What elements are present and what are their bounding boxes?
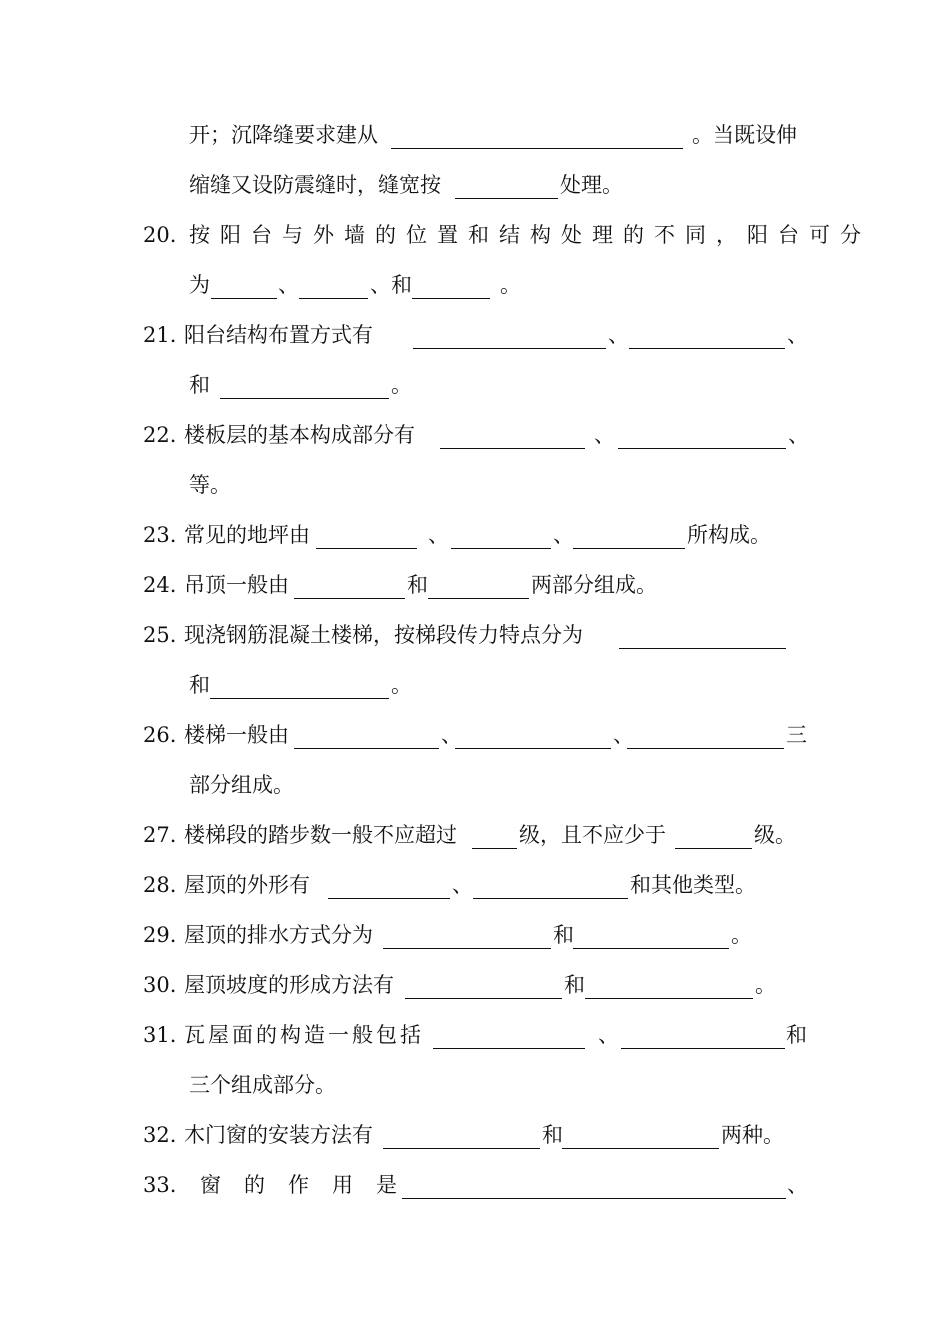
q21-blank-3[interactable] [220, 398, 389, 399]
q23-sep-1: 、 [428, 523, 449, 547]
q19-text-b: 。当既设伸 [692, 123, 797, 147]
q27-end: 级。 [754, 823, 796, 847]
q26-end-1: 三 [786, 723, 807, 747]
q25-number: 25. [143, 623, 177, 647]
q23-text: 常见的地坪由 [184, 523, 310, 547]
q23-sep-2: 、 [553, 523, 574, 547]
q25-text: 现浇钢筋混凝土楼梯，按梯段传力特点分为 [184, 623, 583, 647]
q24-blank-2[interactable] [428, 598, 529, 599]
q27-text: 楼梯段的踏步数一般不应超过 [184, 823, 457, 847]
q25-text-he: 和 [189, 673, 210, 697]
q30-blank-1[interactable] [405, 998, 562, 999]
q28-text: 屋顶的外形有 [184, 873, 310, 897]
q27-mid: 级，且不应少于 [519, 823, 666, 847]
q26-number: 26. [143, 723, 177, 747]
q32-text: 木门窗的安装方法有 [184, 1123, 373, 1147]
q22-sep-2: 、 [788, 423, 809, 447]
q20-end: 。 [500, 273, 521, 297]
q29-end: 。 [731, 923, 752, 947]
q27-number: 27. [143, 823, 177, 847]
q22-blank-1[interactable] [440, 448, 585, 449]
q31-text-end: 三个组成部分。 [189, 1073, 336, 1097]
q20-blank-1[interactable] [211, 298, 277, 299]
q27-blank-1[interactable] [472, 848, 517, 849]
q29-text: 屋顶的排水方式分为 [184, 923, 373, 947]
q23-blank-2[interactable] [451, 548, 551, 549]
q21-blank-2[interactable] [629, 348, 785, 349]
q30-text: 屋顶坡度的形成方法有 [184, 973, 394, 997]
q27-blank-2[interactable] [675, 848, 752, 849]
q26-blank-1[interactable] [294, 748, 439, 749]
q25-end: 。 [391, 673, 412, 697]
q26-text-end: 部分组成。 [189, 773, 294, 797]
q28-number: 28. [143, 873, 177, 897]
q29-blank-1[interactable] [383, 948, 551, 949]
q31-end-1: 和 [786, 1023, 807, 1047]
q22-number: 22. [143, 423, 177, 447]
q23-number: 23. [143, 523, 177, 547]
q21-text-he: 和 [189, 373, 210, 397]
q33-text: 窗的作用是 [200, 1173, 420, 1197]
q31-blank-1[interactable] [433, 1048, 585, 1049]
q24-text: 吊顶一般由 [184, 573, 289, 597]
q20-text: 按阳台与外墙的位置和结构处理的不同，阳台可分 [189, 223, 871, 247]
q21-text: 阳台结构布置方式有 [184, 323, 373, 347]
q26-blank-2[interactable] [455, 748, 611, 749]
q25-blank-1[interactable] [619, 648, 786, 649]
q32-blank-1[interactable] [383, 1148, 540, 1149]
q33-blank-1[interactable] [402, 1198, 786, 1199]
q26-text: 楼梯一般由 [184, 723, 289, 747]
q19-text-d: 处理。 [560, 173, 623, 197]
q23-blank-3[interactable] [573, 548, 685, 549]
q22-text: 楼板层的基本构成部分有 [184, 423, 415, 447]
q32-end: 两种。 [721, 1123, 784, 1147]
q21-number: 21. [143, 323, 177, 347]
q31-blank-2[interactable] [621, 1048, 785, 1049]
q28-end: 和其他类型。 [630, 873, 756, 897]
q30-end: 。 [755, 973, 776, 997]
q20-blank-2[interactable] [299, 298, 368, 299]
q26-blank-3[interactable] [627, 748, 784, 749]
q21-sep-2: 、 [787, 323, 808, 347]
q31-text: 瓦屋面的构造一般包括 [184, 1023, 424, 1047]
q33-number: 33. [143, 1173, 177, 1197]
q24-blank-1[interactable] [294, 598, 405, 599]
q30-blank-2[interactable] [585, 998, 753, 999]
q33-end: 、 [787, 1173, 808, 1197]
q19-blank-2[interactable] [455, 198, 558, 199]
q19-blank-1[interactable] [391, 148, 683, 149]
q29-mid: 和 [553, 923, 574, 947]
q20-text-wei: 为 [189, 273, 210, 297]
q32-number: 32. [143, 1123, 177, 1147]
q21-end: 。 [391, 373, 412, 397]
q20-sep-2: 、和 [370, 273, 412, 297]
q31-number: 31. [143, 1023, 177, 1047]
q22-sep-1: 、 [594, 423, 615, 447]
q20-sep-1: 、 [278, 273, 299, 297]
q28-blank-2[interactable] [473, 898, 628, 899]
q22-text-end: 等。 [189, 473, 231, 497]
q19-text-c: 缩缝又设防震缝时，缝宽按 [189, 173, 441, 197]
q31-sep-1: 、 [598, 1023, 619, 1047]
q26-sep-1: 、 [441, 723, 462, 747]
q24-number: 24. [143, 573, 177, 597]
q20-number: 20. [143, 223, 177, 247]
q24-end: 两部分组成。 [531, 573, 657, 597]
q29-blank-2[interactable] [573, 948, 729, 949]
q22-blank-2[interactable] [618, 448, 786, 449]
q21-blank-1[interactable] [413, 348, 606, 349]
q32-mid: 和 [542, 1123, 563, 1147]
q32-blank-2[interactable] [562, 1148, 719, 1149]
q28-sep-1: 、 [452, 873, 473, 897]
q29-number: 29. [143, 923, 177, 947]
q23-end: 所构成。 [687, 523, 771, 547]
q25-blank-2[interactable] [210, 698, 389, 699]
q21-sep-1: 、 [608, 323, 629, 347]
q20-blank-3[interactable] [412, 298, 490, 299]
q26-sep-2: 、 [613, 723, 634, 747]
q28-blank-1[interactable] [328, 898, 450, 899]
q23-blank-1[interactable] [316, 548, 417, 549]
q19-text-a: 开；沉降缝要求建从 [189, 123, 378, 147]
q24-mid: 和 [407, 573, 428, 597]
q30-number: 30. [143, 973, 177, 997]
q30-mid: 和 [564, 973, 585, 997]
